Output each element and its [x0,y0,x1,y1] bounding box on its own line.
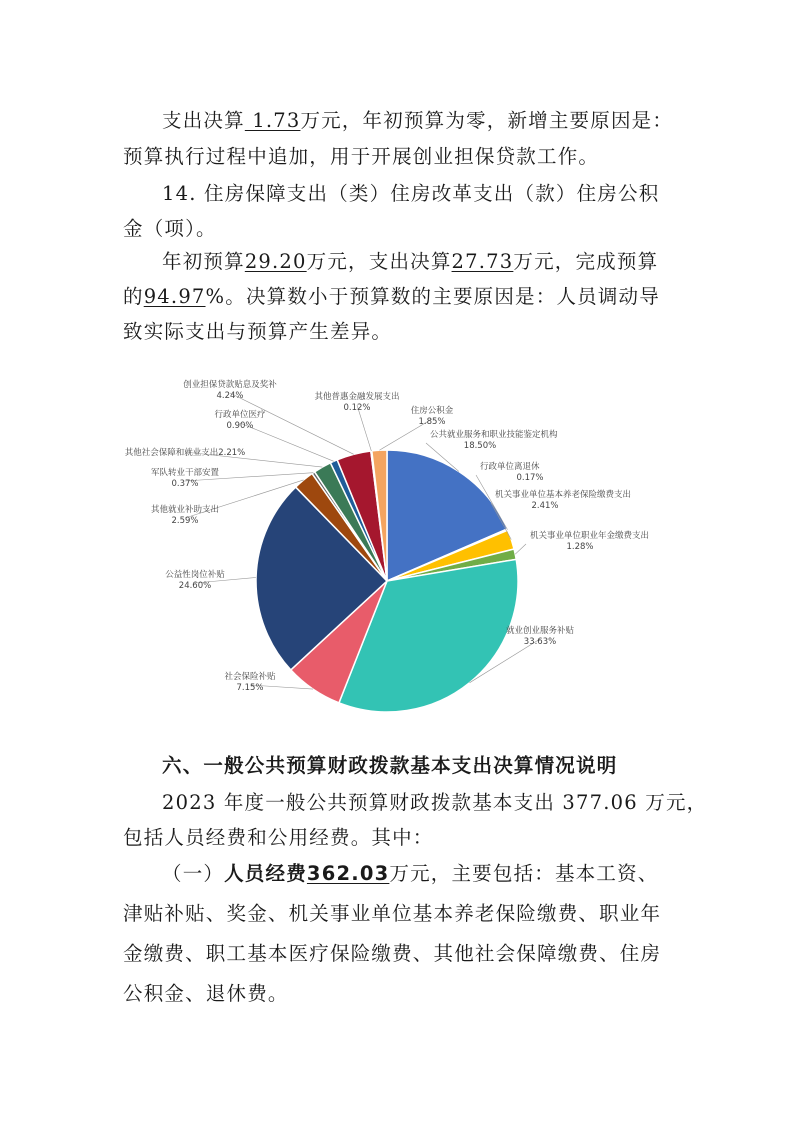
leader-line [515,544,526,554]
slice-label-value: 0.37% [171,479,199,489]
slice-label-name: 公益性岗位补贴 [165,570,225,580]
slice-label-name: 社会保险补贴 [224,672,276,682]
text-line: 预算执行过程中追加，用于开展创业担保贷款工作。 [123,145,600,168]
slice-label-name: 创业担保贷款贴息及奖补 [183,380,277,390]
slice-label-value: 33.63% [523,637,557,647]
slice-label-value: 7.15% [236,683,264,693]
text-line: 公积金、退休费。 [123,982,289,1005]
text-line: 致实际支出与预算产生差异。 [123,320,393,343]
expenditure-pie-chart [100,375,700,720]
section-title: 六、一般公共预算财政拨款基本支出决算情况说明 [162,754,618,777]
slice-label-value: 0.17% [516,473,544,483]
text-line: 的94.97%。决算数小于预算数的主要原因是：人员调动导 [123,285,660,308]
text-line: 包括人员经费和公用经费。其中： [123,826,434,849]
slice-label-name: 行政单位离退休 [480,462,540,472]
text-line: 年初预算29.20万元，支出决算27.73万元，完成预算 [162,250,659,273]
slice-label-name: 就业创业服务补贴 [505,626,575,636]
slice-label-value: 24.60% [178,581,212,591]
text-line: 金缴费、职工基本医疗保险缴费、其他社会保障缴费、住房 [123,942,662,965]
slice-label-name: 其他普惠金融发展支出 [314,392,400,402]
text-line: 14. 住房保障支出（类）住房改革支出（款）住房公积 [162,182,660,205]
pie-slices [256,450,518,712]
slice-label-value: 0.12% [343,403,371,413]
slice-label-name: 住房公积金 [410,406,454,416]
slice-label-name: 机关事业单位职业年金缴费支出 [530,531,650,541]
slice-label-value: 2.41% [531,501,559,511]
slice-label-name: 行政单位医疗 [214,410,266,420]
leader-line [240,423,334,461]
slice-label-name: 军队转业干部安置 [150,468,220,478]
slice-label: 其他社会保障和就业支出2.21% [124,448,246,458]
slice-label-value: 4.24% [216,391,244,401]
text-line: 津贴补贴、奖金、机关事业单位基本养老保险缴费、职业年 [123,902,662,925]
slice-label-value: 1.28% [566,542,594,552]
slice-label-value: 1.85% [418,417,446,427]
slice-label-name: 其他就业补助支出 [150,505,220,515]
text-line: 金（项）。 [123,217,217,240]
slice-label-name: 机关事业单位基本养老保险缴费支出 [495,490,632,500]
slice-label-value: 18.50% [463,441,497,451]
slice-label-value: 0.90% [226,421,254,431]
slice-label-name: 公共就业服务和职业技能鉴定机构 [430,430,558,440]
text-line: 支出决算 1.73万元，年初预算为零，新增主要原因是： [162,109,674,132]
text-line: （一）人员经费362.03万元，主要包括：基本工资、 [162,862,659,885]
text-line: 2023 年度一般公共预算财政拨款基本支出 377.06 万元， [162,791,708,814]
slice-label-value: 2.59% [171,516,199,526]
